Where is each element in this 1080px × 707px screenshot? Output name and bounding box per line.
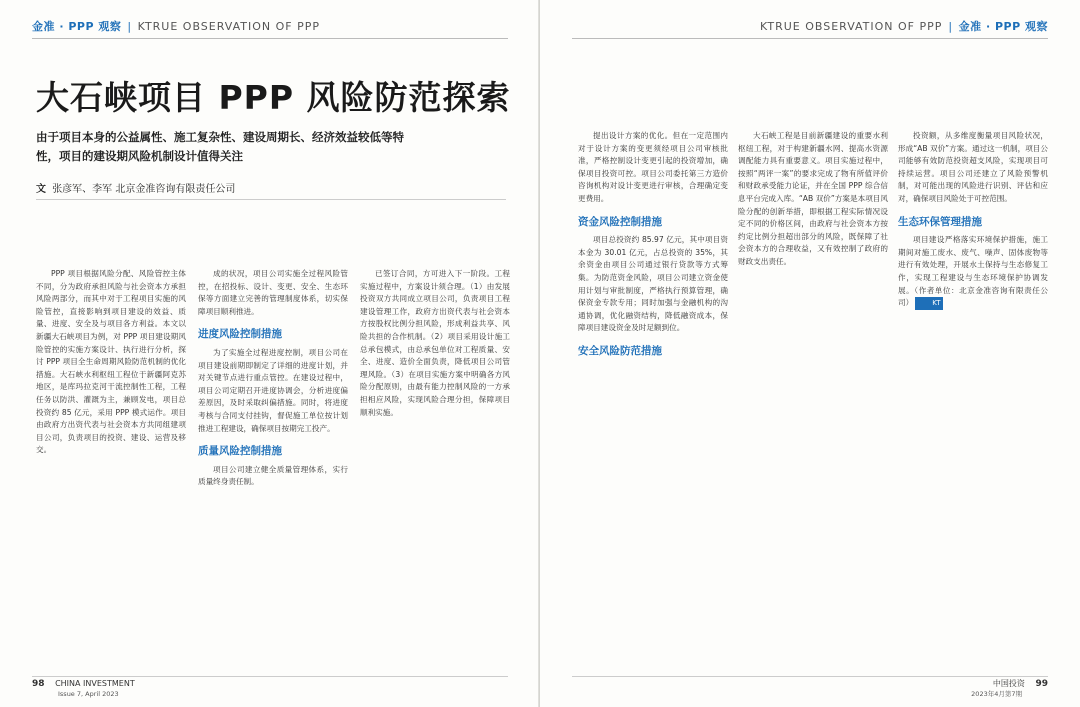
right-page-number: 99 [1035,679,1048,689]
right-page [540,0,1080,707]
text-column-2 [198,268,348,668]
text-column-6 [898,130,1048,670]
column-1-text: PPP 项目根据风险分配、风险管控主体不同，分为政府承担风险与社会资本方承担风险两部分，而其中对于工程项目实施的风险管控，直接影响到项目建设的效益、质量、进度、安全及与项目各方利益。本文以新疆大石峡项目为例，对 PPP 项目建设期风险管控的实施方案设计、执行进行分析，探讨 PPP 项目全生命周期风险防范机制的优化措施。大石峡水利枢纽工程位于新疆阿克苏地区，是库玛拉克河干流控制性工程，工程任务以防洪、灌溉为主，兼顾发电，项目总投资约 85 亿元，采用 PPP 模式运作。项目由政府方出资代表与社会资本方共同组建项目公司，负责项目的投资、建设、运营及移交。 [36,269,186,455]
header-english: KTRUE OBSERVATION OF PPP [137,19,321,33]
left-magazine-name: CHINA INVESTMENT [55,679,135,688]
column-2-text: 成的状况，项目公司实施全过程风险管控，在招投标、设计、变更、安全、生态环保等方面建立完善的管理制度体系，切实保障项目顺利推进。 [198,269,348,316]
column-4b-text: 项目总投资约 85.97 亿元，其中项目资本金为 30.01 亿元，占总投资的 35%，其余资金由项目公司通过银行贷款等方式筹集。为防范资金风险，项目公司建立资金使用计划与审批制度，严格执行预算管理，确保资金专款专用；同时加强与金融机构的沟通协调，优化融资结构，降低融资成本，保障项目建设资金及时足额到位。 [578,235,728,333]
right-footer-rule [572,676,1048,677]
article-title: 大石峡项目 PPP 风险防范探索 [36,78,511,117]
article-end-mark: KT [915,297,942,310]
section-heading-quality: 质量风险控制措施 [198,445,282,458]
column-6-text: 投资额，从多维度衡量项目风险状况，形成“AB 双价”方案。通过这一机制，项目公司能够有效防范投资超支风险，实现项目可持续运营。项目公司还建立了风险预警机制，对可能出现的风险进行识别、评估和应对，确保项目风险处于可控范围。 [898,131,1048,203]
section-heading-safety: 安全风险防范措施 [578,344,662,357]
header-brand: 金准 · PPP 观察 [32,20,122,33]
column-6b-text [898,234,1048,310]
column-3-text: 已签订合同，方可进入下一阶段。工程实施过程中，方案设计须合理。（1）由发展投资双方共同成立项目公司，负责项目工程建设管理工作，政府方出资代表与社会资本方按股权比例分担风险，形成利益共享、风险共担的合作机制。（2）项目采用设计施工总承包模式，由总承包单位对工程质量、安全、进度、造价全面负责，降低项目公司管理风险。（3）在项目实施方案中明确各方风险分配原则，由最有能力控制风险的一方承担相应风险，实现风险合理分担，保障项目顺利实施。 [360,269,510,417]
text-column-3 [360,268,510,668]
column-2c-text: 项目公司建立健全质量管理体系，实行质量终身责任制。 [198,464,348,487]
left-page-number: 98 [32,679,45,689]
byline-prefix: 文 [36,184,46,195]
left-issue: Issue 7, April 2023 [58,690,119,698]
byline-rule [36,199,506,200]
column-4-text: 提出设计方案的优化。但在一定范围内对于设计方案的变更须经项目公司审核批准，严格控制设计变更引起的投资增加，确保项目投资可控。项目公司委托第三方造价咨询机构对设计变更进行审核，合理确定变更费用。 [578,131,728,203]
byline-authors: 张彦军、李军 北京金准咨询有限责任公司 [52,184,236,195]
text-column-5 [738,130,888,670]
article-subtitle: 由于项目本身的公益属性、施工复杂性、建设周期长、经济效益较低等特性，项目的建设期风险机制设计值得关注 [36,130,404,163]
header-rule [32,38,508,39]
text-column-1 [36,268,186,668]
column-6b-body: 项目建设严格落实环境保护措施，施工期间对施工废水、废气、噪声、固体废物等进行有效处理，开展水土保持与生态修复工作，实现工程建设与生态环境保护协调发展。（作者单位：北京金准咨询有限责任公司） [898,235,1048,308]
left-footer-rule [32,676,508,677]
header-separator: | [127,19,132,33]
column-5-text: 大石峡工程是目前新疆建设的重要水利枢纽工程，对于构建新疆水网、提高水资源调配能力具有重要意义。项目实施过程中，按照“两评一案”的要求完成了物有所值评价和财政承受能力论证，并在全国 PPP 综合信息平台完成入库。“AB 双价”方案是本项目风险分配的创新举措，即根据工程实际情况设定不同的价格区间，由政府与社会资本方按约定比例分担超出部分的风险，既保障了社会资本方的合理收益，又有效控制了政府的财政支出责任。 [738,131,888,266]
section-heading-environment: 生态环保管理措施 [898,215,982,228]
header-rule-right [572,38,1048,39]
right-footer [971,679,1048,699]
header-brand-right: 金准 · PPP 观察 [958,20,1048,33]
right-issue: 2023年4月第7期 [971,690,1022,698]
right-page-header [760,18,1048,34]
section-heading-schedule: 进度风险控制措施 [198,328,282,341]
left-footer [32,679,135,699]
column-2b-text: 为了实施全过程进度控制，项目公司在项目建设前期即制定了详细的进度计划，并对关键节点进行重点管控。在建设过程中，项目公司定期召开进度协调会，分析进度偏差原因，及时采取纠偏措施。同时，将进度考核与合同支付挂钩，督促施工单位按计划推进工程建设，确保项目按期完工投产。 [198,347,348,433]
header-separator-right: | [948,19,953,33]
left-page-header [32,18,320,34]
header-english-right: KTRUE OBSERVATION OF PPP [759,19,943,33]
section-heading-funding: 资金风险控制措施 [578,215,662,228]
text-column-4 [578,130,728,670]
byline [36,180,235,195]
right-magazine-name: 中国投资 [992,679,1025,688]
